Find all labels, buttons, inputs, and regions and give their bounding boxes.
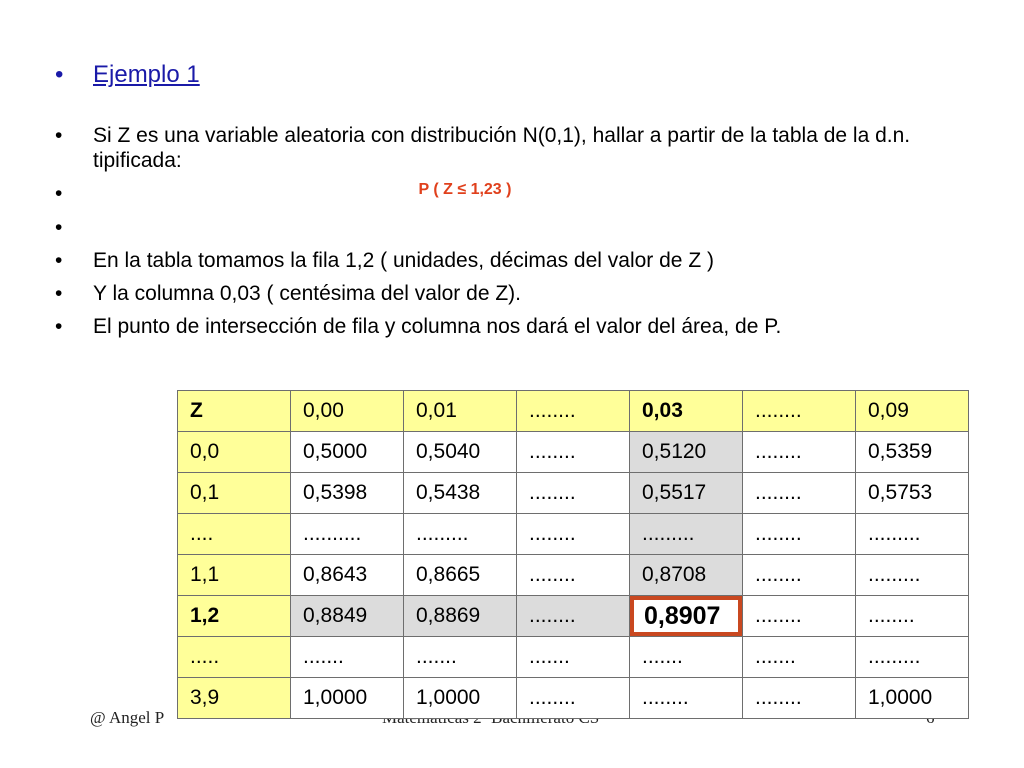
table-row-label: 0,0	[178, 432, 291, 473]
table-cell: .......	[517, 637, 630, 678]
table-row	[178, 555, 969, 596]
table-cell-highlighted: 0,5120	[630, 432, 743, 473]
slide-body	[55, 62, 995, 339]
table-cell: 1,0000	[404, 678, 517, 719]
slide-title: Ejemplo 1	[93, 61, 200, 88]
bullet-item	[55, 281, 995, 306]
table-row-selected	[178, 596, 969, 637]
table-header-row	[178, 391, 969, 432]
table-cell: .......	[404, 637, 517, 678]
bullet-text: El punto de intersección de fila y columna nos dará el valor del área, de P.	[93, 315, 782, 338]
table-cell: 0,5753	[856, 473, 969, 514]
table-cell: ........	[743, 514, 856, 555]
table-header-cell: 0,00	[291, 391, 404, 432]
footer-author: @ Angel P	[90, 708, 165, 727]
bullet-item	[55, 248, 995, 273]
table-cell: 0,5398	[291, 473, 404, 514]
normal-distribution-table	[177, 390, 969, 719]
table-cell: .........	[856, 637, 969, 678]
slide-title-item	[55, 62, 995, 87]
table-header-cell: ........	[517, 391, 630, 432]
table-cell: 0,5000	[291, 432, 404, 473]
table-header-cell: ........	[743, 391, 856, 432]
table-cell: 1,0000	[856, 678, 969, 719]
table-cell: .........	[856, 514, 969, 555]
table-cell: ........	[517, 432, 630, 473]
bullet-item-empty	[55, 215, 995, 240]
table-cell-highlighted: 0,5517	[630, 473, 743, 514]
table-header-cell: 0,09	[856, 391, 969, 432]
table-cell: 0,5040	[404, 432, 517, 473]
table-cell: 0,8643	[291, 555, 404, 596]
table-cell-highlighted: 0,8708	[630, 555, 743, 596]
table-cell: 0,5359	[856, 432, 969, 473]
bullet-icon: •	[55, 249, 63, 272]
probability-expression: P ( Z ≤ 1,23 )	[418, 181, 512, 198]
bullet-item	[55, 314, 995, 339]
result-cell	[630, 596, 743, 637]
table-cell: ........	[630, 678, 743, 719]
table-cell-highlighted: 0,8849	[291, 596, 404, 637]
table-cell: ........	[743, 596, 856, 637]
table-cell: .......	[291, 637, 404, 678]
table-row-label: .....	[178, 637, 291, 678]
table-cell: .........	[404, 514, 517, 555]
table-header-cell: 0,01	[404, 391, 517, 432]
table-cell-highlighted: 0,8869	[404, 596, 517, 637]
bullet-icon: •	[55, 61, 64, 88]
table-row	[178, 678, 969, 719]
table-cell: .......	[630, 637, 743, 678]
bullet-text: En la tabla tomamos la fila 1,2 ( unidades, décimas del valor de Z )	[93, 249, 714, 272]
table-cell: .........	[856, 555, 969, 596]
bullet-icon: •	[55, 315, 63, 338]
table-cell: .......	[743, 637, 856, 678]
table-row	[178, 432, 969, 473]
table-header-cell-selected-column: 0,03	[630, 391, 743, 432]
table-row	[178, 637, 969, 678]
bullet-icon: •	[55, 182, 63, 205]
bullet-text: Si Z es una variable aleatoria con distribución N(0,1), hallar a partir de la tabla de la d.n. tipificada:	[93, 124, 911, 172]
table-row-label: ....	[178, 514, 291, 555]
bullet-text	[93, 216, 99, 239]
table-cell: ........	[743, 555, 856, 596]
table-row	[178, 514, 969, 555]
bullet-item	[55, 123, 995, 173]
bullet-icon: •	[55, 124, 63, 147]
table-cell-highlighted: .........	[630, 514, 743, 555]
table-header-cell: Z	[178, 391, 291, 432]
table-row-label: 1,1	[178, 555, 291, 596]
table-cell: ........	[743, 678, 856, 719]
table-cell: ........	[743, 473, 856, 514]
table-cell-highlighted: ........	[517, 596, 630, 637]
bullet-text: Y la columna 0,03 ( centésima del valor de Z).	[93, 282, 521, 305]
table-row-label: 0,1	[178, 473, 291, 514]
table-cell: ........	[743, 432, 856, 473]
table-cell: 0,8665	[404, 555, 517, 596]
table-cell: ..........	[291, 514, 404, 555]
table-cell: 1,0000	[291, 678, 404, 719]
table-row-label-selected: 1,2	[178, 596, 291, 637]
bullet-icon: •	[55, 216, 63, 239]
table-cell: ........	[517, 514, 630, 555]
table-cell: ........	[517, 555, 630, 596]
bullet-icon: •	[55, 282, 63, 305]
table-cell: 0,5438	[404, 473, 517, 514]
table-row-label: 3,9	[178, 678, 291, 719]
table-row	[178, 473, 969, 514]
table-cell: ........	[856, 596, 969, 637]
table-cell: ........	[517, 678, 630, 719]
table-cell: ........	[517, 473, 630, 514]
result-value: 0,8907	[630, 596, 742, 636]
